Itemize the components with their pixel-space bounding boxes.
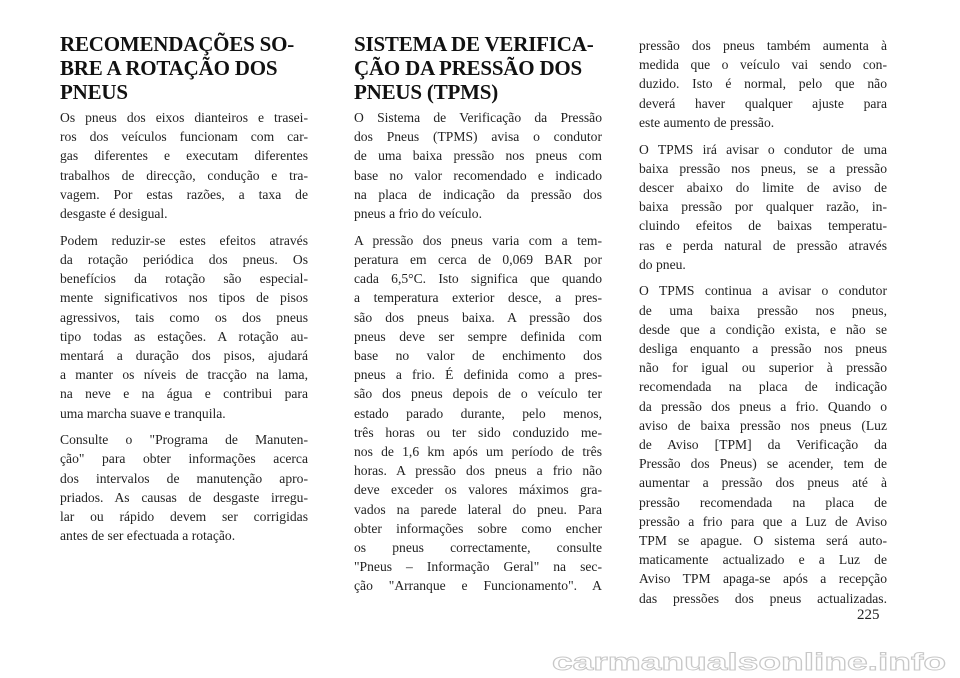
watermark-text: carmanualsonline.info [552, 649, 946, 675]
text-line: na neve e na água e contribui para [60, 386, 308, 402]
text-line: a manter os níveis de tracção na lama, [60, 367, 308, 383]
text-line: ção" para obter informações acerca [60, 451, 308, 467]
text-line: ras e perda natural de pressão através [639, 237, 887, 253]
watermark [552, 649, 948, 675]
text-line: medida que o veículo vai sendo con- [639, 57, 887, 73]
text-line: pneus a frio. É definida como a pres- [354, 367, 602, 383]
text-line: são dos pneus baixa. A pressão dos [354, 309, 602, 325]
text-line: mentará a duração dos pisos, ajudará [60, 347, 308, 363]
paragraph [60, 108, 308, 223]
text-line: baixa pressão por qualquer razão, in- [639, 199, 887, 215]
text-line: Pressão dos Pneus) se acender, tem de [639, 456, 887, 472]
page-number: 225 [857, 607, 880, 623]
text-line: descer abaixo do limite de aviso de [639, 179, 887, 195]
paragraph [354, 108, 602, 223]
paragraph [60, 430, 308, 545]
section-heading-tpms [354, 32, 602, 104]
text-line: O Sistema de Verificação da Pressão [354, 110, 602, 125]
text-line: O TPMS irá avisar o condutor de uma [639, 141, 887, 157]
text-line: Os pneus dos eixos dianteiros e trasei- [60, 110, 308, 125]
text-line: "Pneus – Informação Geral" na sec- [354, 559, 602, 575]
text-line: TPM se apague. O sistema será auto- [639, 533, 887, 549]
text-line: obter informações sobre como encher [354, 520, 602, 536]
text-line: desgaste é desigual. [60, 206, 168, 222]
text-line: cluindo efeitos de baixas temperatu- [639, 218, 887, 234]
right-column [639, 36, 887, 615]
middle-column [354, 32, 602, 603]
text-line: agressivos, tais como os dos pneus [60, 309, 308, 325]
text-line: vagem. Por estas razões, a taxa de [60, 186, 308, 202]
text-line: das pressões dos pneus actualizadas. [639, 590, 887, 606]
text-line: cada 6,5°C. Isto significa que quando [354, 271, 602, 287]
heading-line: BRE A ROTAÇÃO DOS [60, 56, 278, 80]
text-line: base no valor recomendado e indicado [354, 167, 602, 183]
text-line: tipo todas as estações. A rotação au- [60, 328, 308, 344]
text-line: vados na parede lateral do pneu. Para [354, 501, 602, 517]
paragraph [639, 36, 887, 132]
text-line: este aumento de pressão. [639, 114, 775, 130]
heading-line: RECOMENDAÇÕES SO- [60, 32, 295, 56]
text-line: baixa pressão nos pneus, se a pressão [639, 160, 887, 176]
section-heading-tire-rotation [60, 32, 308, 104]
text-line: deverá haver qualquer ajuste para [639, 95, 887, 111]
text-line: do pneu. [639, 256, 686, 272]
paragraph [60, 231, 308, 423]
text-line: estado parado durante, pelo menos, [354, 405, 602, 421]
text-line: pressão dos pneus também aumenta à [639, 38, 887, 53]
text-line: mente significativos nos tipos de pisos [60, 290, 308, 306]
text-line: lar ou rápido devem ser corrigidas [60, 509, 308, 525]
text-line: A pressão dos pneus varia com a tem- [354, 232, 602, 248]
text-line: base no valor de enchimento dos [354, 347, 602, 363]
text-line: nos de 1,6 km após um período de três [354, 443, 602, 459]
heading-line: SISTEMA DE VERIFICA- [354, 32, 594, 56]
text-line: desliga enquanto a pressão nos pneus [639, 341, 887, 357]
text-line: de uma baixa pressão nos pneus com [354, 148, 602, 164]
text-line: duzido. Isto é normal, pelo que não [639, 76, 887, 92]
text-line: aumentar a pressão dos pneus até à [639, 475, 887, 491]
heading-line: PNEUS [60, 80, 128, 104]
text-line: a temperatura exterior desce, a pres- [354, 290, 602, 306]
text-line: O TPMS continua a avisar o condutor [639, 283, 887, 299]
paragraph [354, 231, 602, 596]
text-line: pressão recomendada na placa de [639, 494, 887, 510]
text-line: não for igual ou superior à pressão [639, 360, 887, 376]
paragraph [639, 281, 887, 607]
text-line: da rotação periódica dos pneus. Os [60, 251, 308, 267]
text-line: ros dos veículos funcionam com car- [60, 129, 308, 145]
text-line: pressão a frio para que a Luz de Aviso [639, 513, 887, 529]
text-line: pneus deve ser sempre definida com [354, 328, 602, 344]
text-line: antes de ser efectuada a rotação. [60, 528, 236, 544]
text-line: na placa de indicação da pressão dos [354, 186, 602, 202]
left-column [60, 32, 308, 553]
text-line: deve exceder os valores máximos gra- [354, 482, 602, 498]
text-line: Aviso TPM apaga-se após a recepção [639, 571, 887, 587]
heading-line: PNEUS (TPMS) [354, 80, 499, 104]
text-line: maticamente actualizado e a Luz de [639, 552, 887, 568]
text-line: uma marcha suave e tranquila. [60, 405, 226, 421]
text-line: horas. A pressão dos pneus a frio não [354, 463, 602, 479]
text-line: trabalhos de direcção, condução e tra- [60, 167, 308, 183]
text-line: os pneus correctamente, consulte [354, 539, 602, 555]
text-line: de Aviso [TPM] da Verificação da [639, 437, 887, 453]
paragraph [639, 140, 887, 274]
text-line: benefícios da rotação são especial- [60, 271, 308, 287]
text-line: dos intervalos de manutenção apro- [60, 470, 308, 486]
text-line: desde que a condição exista, e não se [639, 321, 887, 337]
text-line: peratura em cerca de 0,069 BAR por [354, 251, 602, 267]
text-line: Podem reduzir-se estes efeitos através [60, 232, 308, 248]
text-line: três horas ou ter sido conduzido me- [354, 424, 602, 440]
text-line: Consulte o "Programa de Manuten- [60, 432, 308, 448]
heading-line: ÇÃO DA PRESSÃO DOS [354, 56, 583, 80]
text-line: da pressão dos pneus a frio. Quando o [639, 398, 887, 414]
text-line: são dos pneus depois de o veículo ter [354, 386, 602, 402]
text-line: recomendada na placa de indicação [639, 379, 887, 395]
text-line: ção "Arranque e Funcionamento". A [354, 578, 602, 594]
text-line: gas diferentes e executam diferentes [60, 148, 308, 164]
text-line: aviso de baixa pressão nos pneus (Luz [639, 417, 887, 433]
text-line: pneus a frio do veículo. [354, 206, 482, 222]
text-line: priados. As causas de desgaste irregu- [60, 489, 308, 505]
text-line: de uma baixa pressão nos pneus, [639, 302, 887, 318]
text-line: dos Pneus (TPMS) avisa o condutor [354, 129, 602, 145]
